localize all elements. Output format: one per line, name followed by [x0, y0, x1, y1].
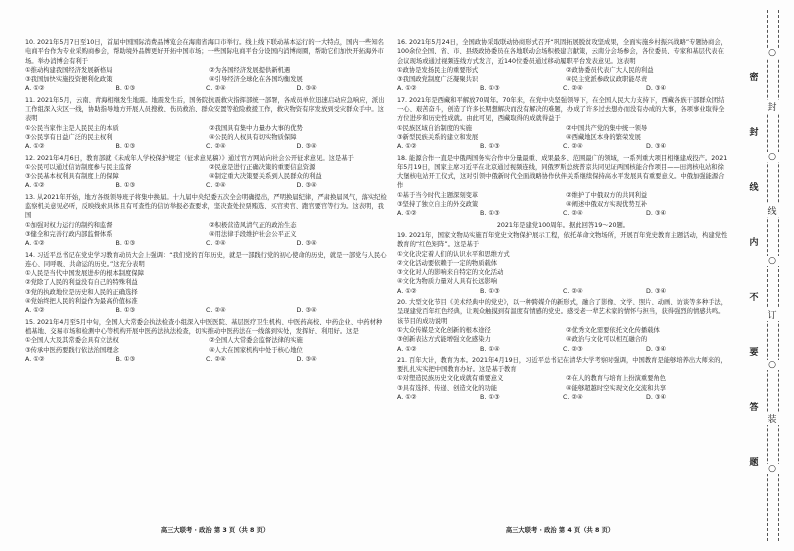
option-list [397, 66, 729, 85]
answer-choice: A. ①② [25, 182, 45, 190]
option-item: ④用法律手段维护社会公平正义 [209, 230, 297, 238]
binding-margin [741, 0, 794, 551]
question-block [25, 38, 387, 94]
option-item: ④人大在国家机构中处于核心地位 [209, 346, 303, 354]
answer-choice: A. ①② [25, 307, 45, 315]
binding-mark: ○ [763, 360, 781, 370]
question-stem: 16. 2021年5月24日，全国政协采取联动协商形式召开“巩固拓展脱贫攻坚成果，全面实施乡村振兴战略”专题协商会，100余位全国、省、市、县级政协委员在各地联动会场积极建言献策，云南分会场参会，各位委员、专家和基层代表在会议现场或通过视频连线方式发言，近140位委员通过移动履职平台发表意见。这表明 [397, 39, 727, 65]
option-item: ①对塑造民族历史文化成就有重要意义 [397, 375, 504, 383]
option-item: ②政协委员代表广大人民的利益 [566, 66, 654, 74]
seal-line-character: 线 [749, 183, 759, 193]
answer-choice: A. ①② [397, 143, 417, 151]
option-item: ①全国人大及其常委会具有立法权 [25, 337, 119, 345]
option-item: ④文化为物质力量对人具有长远影响 [397, 278, 498, 286]
question-stem: 13. 从2021年开始，地方各级领导班子将集中换届。十九届中央纪委五次全会明确提出，严明换届纪律，严肃换届风气，落实纪检监察机关意见必听，反映线索具体且有可查性的信访举报必查要求，坚决查处拉票贿选、买官卖官、跑官要官等行为。这表明，我国 [25, 193, 387, 220]
answer-choices [25, 355, 387, 364]
option-item: ③传承中医药要践行依法治国理念 [25, 346, 119, 354]
option-item: ②全国人大常委会监督法律的实施 [209, 337, 303, 345]
question-block [397, 298, 729, 354]
answer-choice: A. ①② [397, 393, 417, 401]
question-block [25, 154, 387, 191]
option-item: ④党始终把人民的利益作为最高价值标准 [25, 298, 138, 306]
answer-choices [25, 306, 387, 315]
option-list [397, 326, 729, 345]
answer-choice: B. ①③ [480, 85, 500, 93]
answer-choice: C. ②④ [563, 210, 583, 218]
answer-choice: C. ②④ [563, 85, 583, 93]
option-item: ③公民享有日益广泛的民主权利 [25, 133, 113, 141]
option-item: ①人民是当代中国发展进步的根本制度保障 [25, 270, 144, 278]
binding-mark: ○ [763, 152, 781, 162]
section-note: 2021年是建党100周年。据此回答19～20题。 [496, 221, 630, 229]
question-block [25, 318, 387, 364]
option-list [25, 124, 387, 143]
option-item: ④公民的人权具有切实物质保障 [209, 133, 297, 141]
answer-choices [397, 345, 729, 354]
binding-line [778, 10, 779, 541]
answer-choice: C. ②④ [206, 182, 226, 190]
option-item: ②文化活动要依赖于一定的物质载体 [397, 259, 498, 267]
option-list [25, 336, 387, 355]
answer-choice: C. ②④ [563, 143, 583, 151]
answer-choice: D. ③④ [646, 85, 667, 93]
option-list [397, 374, 729, 393]
option-list [397, 250, 729, 287]
option-item: ②维护了中俄双方的共同利益 [566, 191, 648, 199]
answer-choice: C. ②④ [563, 393, 583, 401]
seal-line-character: 不 [749, 293, 759, 303]
option-item: ③坚持了独立自主的外交政策 [397, 201, 479, 209]
binding-mark: ○ [763, 256, 781, 266]
option-list [397, 191, 729, 210]
question-block [397, 154, 729, 219]
option-item: ③党的执政地位是历史和人民的正确选择 [25, 288, 138, 296]
option-item: ②党除了人民的利益没有自己的特殊利益 [25, 279, 138, 287]
answer-choice: D. ③④ [646, 287, 667, 295]
answer-choices [397, 142, 729, 151]
answer-choice: D. ③④ [296, 143, 317, 151]
answer-choices [25, 239, 387, 248]
option-item: ③我国加快实施投资便利化政策 [25, 76, 113, 84]
question-block [25, 251, 387, 316]
option-item: ①公民可以通过信访制度参与民主监督 [25, 163, 132, 171]
option-item: ④阐述中俄双方实现优势互补 [566, 201, 648, 209]
answer-choices [25, 181, 387, 190]
answer-choice: B. ①③ [115, 355, 136, 363]
answer-choice: D. ③④ [646, 345, 667, 353]
answer-choice: B. ①③ [115, 240, 136, 248]
answer-choice: D. ③④ [646, 210, 667, 218]
answer-choice: D. ③④ [296, 85, 317, 93]
option-item: ③创新表达方式能增强文化感染力 [397, 336, 491, 344]
option-item: ②中国共产党的集中统一领导 [566, 124, 648, 132]
option-item: ③公民基本权利具有制度上的保障 [25, 173, 119, 181]
question-block [397, 96, 729, 152]
option-list [25, 66, 387, 85]
binding-mark: ○ [763, 48, 781, 58]
option-item: ②优秀文化需要依托文化传播载体 [566, 326, 660, 334]
seal-line-character: 题 [749, 458, 759, 468]
question-stem: 20. 大型文化节目《美术经典中的党史》，以一种跨媒介的新形式，融合了影像、文学、照片、动画、访谈等多种手法，呈现建党百年红色经典，让观众触摸到有温度有情感的党史。感受老一辈艺术家的情怀与担当，获得强烈的情感共鸣。该节目的成功说明 [397, 299, 728, 325]
binding-mark: 装 [763, 412, 781, 425]
answer-choices [397, 287, 729, 296]
answer-choice: A. ①② [397, 210, 417, 218]
answer-choice: A. ①② [397, 85, 417, 93]
option-item: ④政治与文化可以相互融合的 [566, 336, 648, 344]
option-item: ①民族区域自治制度的实施 [397, 124, 472, 132]
answer-choice: B. ①③ [115, 307, 136, 315]
seal-line-character: 答 [749, 403, 759, 413]
option-list [25, 163, 387, 182]
question-block [397, 38, 729, 94]
answer-choice: B. ①③ [115, 85, 136, 93]
question-stem: 12. 2021年4月6日，教育部就《未成年人学校保护规定（征求意见稿）》通过官方网站向社会公开征求意见。这是基于 [25, 154, 354, 162]
answer-choices [397, 393, 729, 402]
answer-choice: B. ①③ [480, 287, 500, 295]
answer-choice: C. ②④ [206, 307, 226, 315]
option-item: ②在人的教育与培育上扮演重要角色 [566, 375, 667, 383]
answer-choice: C. ②④ [206, 143, 226, 151]
question-block [397, 356, 729, 402]
answer-choice: C. ②③ [563, 345, 583, 353]
question-stem: 10. 2021年5月7日至10日，首届中国国际消费品博览会在海南省海口市举行。线上线下联动基本运行的一大特点，国内一些知名电商平台作为专业采购商参会，帮助境外品牌更好开拓中国市场；一些国际电商平台分设国内消博商圈，帮助它们加快开拓海外市场。举办消博会有利于 [25, 39, 384, 65]
answer-choice: B. ①③ [115, 143, 136, 151]
answer-choice: A. ①② [25, 355, 45, 363]
answer-choice: D. ③④ [296, 240, 317, 248]
binding-line [767, 10, 768, 541]
option-list [25, 269, 387, 306]
question-stem: 11. 2021年5月，云南、青海相继发生地震。地震发生后，国务院抗震救灾指挥部统一部署，各成员单位迅速启动应急响应，派出工作组深入灾区一线，协助指导地方开展人员搜救、伤员救治、群众安置等抢险救援工作，救灾物资有序发放到受灾群众手中。这表明 [25, 96, 385, 123]
answer-choice: B. ①③ [115, 182, 136, 190]
seal-line-character: 封 [749, 128, 759, 138]
question-stem: 14. 习近平总书记在党史学习教育动员大会上强调：“我们党的百年历史，就是一部践行党的初心使命的历史，就是一部党与人民心连心、同呼吸、共命运的历史。”这充分表明 [25, 251, 387, 268]
option-item: ③新型民族关系的建立和发展 [397, 133, 479, 141]
right-footer: 高三大联考 · 政治 第 4 页（共 8 页） [505, 527, 615, 534]
option-item: ③文化对人的影响来自特定的文化活动 [397, 269, 504, 277]
option-item: ①推动构建我国经济发展新格局 [25, 66, 113, 74]
option-item: ③健全和完善行政内部监督体系 [25, 230, 113, 238]
question-stem: 17. 2021年是西藏和平解放70周年。70年来，在党中央坚强领导下，在全国人民大力支持下，西藏各族干部群众团结一心、艰苦奋斗，创造了许多长期想解决而没有解决的难题，办成了许多过去想办而没有办成的大事，各项事业取得全方位进步和历史性成就。由此可见，西藏取得的成就得益于 [397, 96, 725, 123]
answer-choice: D. ③④ [646, 393, 667, 401]
binding-mark: 线 [763, 204, 781, 217]
option-item: ③具有选择、传递、创造文化的功能 [397, 384, 498, 392]
left-footer: 高三大联考 · 政治 第 3 页（共 8 页） [160, 527, 270, 534]
binding-mark: 封 [763, 100, 781, 113]
question-stem: 18. 能源合作一直是中俄两国务实合作中分量最重、成果最多、范围最广的领域，一系列重大项目相继建成投产。2021年5月19日，国家主席习近平在北京通过视频连线，同俄罗斯总统普京共同见证两国核能合作项目——田湾核电站和徐大堡核电站开工仪式，这对引领中俄新时代全面战略协作伙伴关系继续保持高水平发展具有重要意义。中俄加强能源合作 [397, 154, 728, 190]
option-item: ④能够超越时空实现文化交流和共享 [566, 384, 667, 392]
seal-line-character: 内 [749, 238, 759, 248]
answer-choice: B. ①④ [480, 345, 500, 353]
left-column [25, 38, 387, 518]
option-item: ①文化决定着人们的认识水平和思维方式 [397, 250, 510, 258]
question-stem: 19. 2021年，国家文物局实施百年党史文物保护展示工程，依托革命文物场所，开展百年党史教育主题活动，构建党性教育的“红色矩阵”。这是基于 [397, 231, 728, 249]
option-item: ②我国具有集中力量办大事的优势 [209, 124, 303, 132]
right-column [397, 38, 729, 518]
answer-choice: D. ③④ [646, 143, 667, 151]
answer-choices [397, 84, 729, 93]
option-list [397, 124, 729, 143]
option-item: ①加强对权力运行的制约和监督 [25, 221, 113, 229]
question-block [25, 96, 387, 152]
option-list [25, 221, 387, 240]
binding-mark: 订 [763, 308, 781, 321]
option-item: ④民主党派参政议政职能尽责 [566, 76, 648, 84]
option-item: ①公民当家作主是人民民主的本质 [25, 124, 119, 132]
option-item: ④西藏地区本身的繁荣发展 [566, 133, 641, 141]
answer-choice: B. ①③ [480, 393, 500, 401]
question-block [397, 231, 729, 296]
answer-choice: C. ②④ [563, 287, 583, 295]
answer-choice: C. ②④ [206, 240, 226, 248]
answer-choice: D. ③④ [296, 182, 317, 190]
answer-choices [397, 209, 729, 218]
answer-choice: A. ①② [397, 287, 417, 295]
binding-mark: ○ [763, 464, 781, 474]
answer-choice: D. ③④ [296, 307, 317, 315]
answer-choice: C. ②④ [206, 85, 226, 93]
option-item: ④引导经济全球化在各国均衡发展 [209, 76, 303, 84]
option-item: ③我国政党制度广泛凝聚共识 [397, 76, 479, 84]
answer-choice: A. ①② [25, 85, 45, 93]
option-item: ④制定重大决策要关系到人民群众的利益 [209, 173, 322, 181]
option-item: ①大众传媒是文化创新的根本途径 [397, 326, 491, 334]
seal-line-character: 要 [749, 348, 759, 358]
answer-choice: A. ①② [397, 345, 417, 353]
answer-choice: D. ③④ [296, 355, 317, 363]
option-item: ①政协是发扬民主的重要形式 [397, 66, 479, 74]
option-item: ②为各国经济发展提供新机遇 [209, 66, 291, 74]
question-block [25, 193, 387, 249]
option-item: ②民意是进行正确决策的重要信息资源 [209, 163, 316, 171]
question-stem: 21. 百年大计，教育为本。2021年4月19日，习近平总书记在清华大学考察时强调，中国教育是能够培养出大师来的，要扎扎实实把中国教育办好。这是基于教育 [397, 356, 727, 374]
question-stem: 15. 2021年4月至5月中旬，全国人大常委会执法检查小组深入中医医院、基层医疗卫生机构、中医药高校、中药企业、中药材种植基地、交易市场和检测中心等机构开展中医药法执法检查，切实推动中医药法在一线落到实处，发挥好、利用好。这是 [25, 318, 383, 335]
answer-choice: B. ①③ [480, 210, 500, 218]
answer-choice: B. ①③ [480, 143, 500, 151]
answer-choice: C. ②④ [206, 355, 226, 363]
answer-choices [25, 84, 387, 93]
answer-choices [25, 142, 387, 151]
answer-choice: A. ①② [25, 143, 45, 151]
answer-choice: A. ①② [25, 240, 45, 248]
seal-line-character: 密 [749, 73, 759, 83]
option-item: ①基于当今时代主题深刻变革 [397, 191, 479, 199]
option-item: ②积极营造风清气正的政治生态 [209, 221, 297, 229]
